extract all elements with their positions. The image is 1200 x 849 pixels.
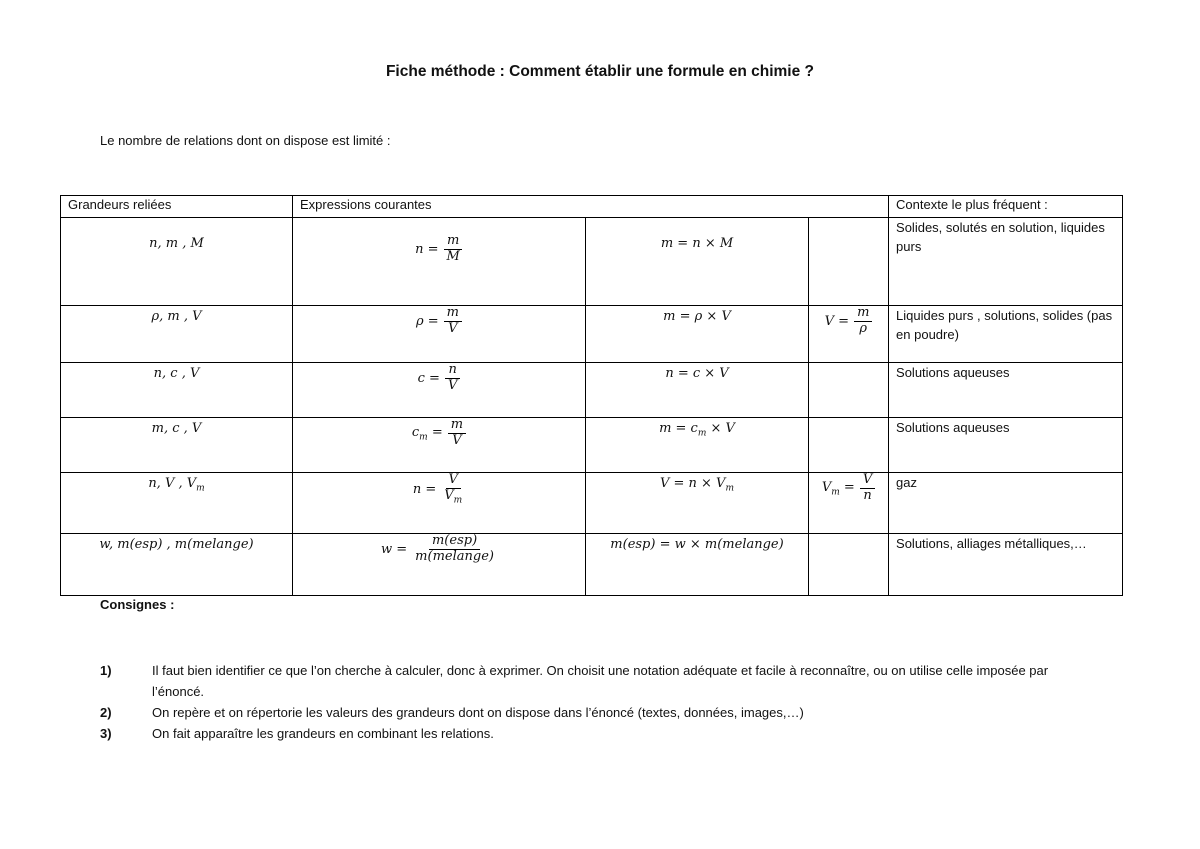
list-item-text: On fait apparaître les grandeurs en combinant les relations. <box>152 726 494 741</box>
intro-text: Le nombre de relations dont on dispose est limité : <box>100 133 391 148</box>
list-item <box>100 702 1090 723</box>
table-row <box>61 534 1123 596</box>
table-row <box>61 306 1123 363</box>
contexte-cell: Solutions aqueuses <box>889 363 1123 418</box>
header-expressions: Expressions courantes <box>293 196 889 218</box>
contexte-cell: Solides, solutés en solution, liquides purs <box>889 218 1123 306</box>
list-item-text: On repère et on répertorie les valeurs des grandeurs dont on dispose dans l’énoncé (textes, données, images,…) <box>152 705 804 720</box>
expression-cell: V = $\frac{m}{\rho}$ <box>809 306 889 363</box>
contexte-cell: Solutions aqueuses <box>889 418 1123 473</box>
expression-cell: n = $\frac{m}{M}$ <box>293 218 586 306</box>
table-row <box>61 218 1123 306</box>
expression-cell: $V_m$ = $\frac{V}{n}$ <box>809 473 889 534</box>
grandeurs-cell: w, m(esp) , m(melange) <box>61 534 293 596</box>
table-row <box>61 363 1123 418</box>
table-row <box>61 473 1123 534</box>
grandeurs-cell: ρ, m , V <box>61 306 293 363</box>
list-item-number: 3) <box>100 726 112 741</box>
expression-cell: ρ = $\frac{m}{V}$ <box>293 306 586 363</box>
grandeurs-cell: n, V , $V_m$ <box>61 473 293 534</box>
contexte-cell: Solutions, alliages métalliques,… <box>889 534 1123 596</box>
header-grandeurs: Grandeurs reliées <box>61 196 293 218</box>
consignes-title: Consignes : <box>100 597 175 612</box>
expression-cell: m(esp) = w × m(melange) <box>586 534 809 596</box>
grandeurs-cell: n, c , V <box>61 363 293 418</box>
list-item-text: Il faut bien identifier ce que l’on cherche à calculer, donc à exprimer. On choisit une notation adéquate et facile à reconnaître, ou on utilise celle imposée par l’énoncé. <box>152 663 1049 699</box>
list-item <box>100 660 1090 702</box>
expression-cell: w = $\frac{\text{m(esp)}}{\text{m(melange)}}$ <box>293 534 586 596</box>
grandeurs-cell: m, c , V <box>61 418 293 473</box>
contexte-cell: gaz <box>889 473 1123 534</box>
page-title: Fiche méthode : Comment établir une formule en chimie ? <box>385 63 815 80</box>
header-contexte: Contexte le plus fréquent : <box>889 196 1123 218</box>
list-item-number: 1) <box>100 663 112 678</box>
table-header-row <box>61 196 1123 218</box>
expression-cell: c = $\frac{n}{V}$ <box>293 363 586 418</box>
grandeurs-cell: n, m , M <box>61 218 293 306</box>
list-item <box>100 723 1090 744</box>
expression-cell <box>809 534 889 596</box>
expression-cell: m = n × M <box>586 218 809 306</box>
expression-cell <box>809 363 889 418</box>
expression-cell: m = ρ × V <box>586 306 809 363</box>
expression-cell: n = $\frac{V}{V_m}$ <box>293 473 586 534</box>
expression-cell: $V = n \times V_m$ <box>586 473 809 534</box>
expression-cell <box>809 418 889 473</box>
expression-cell <box>809 218 889 306</box>
contexte-cell: Liquides purs , solutions, solides (pas en poudre) <box>889 306 1123 363</box>
expression-cell: $m = c_m \times V$ <box>586 418 809 473</box>
consignes-list <box>100 660 1090 744</box>
expression-cell: $c_m$ = $\frac{m}{V}$ <box>293 418 586 473</box>
relations-table <box>60 195 1123 596</box>
expression-cell: n = c × V <box>586 363 809 418</box>
table-row <box>61 418 1123 473</box>
list-item-number: 2) <box>100 705 112 720</box>
